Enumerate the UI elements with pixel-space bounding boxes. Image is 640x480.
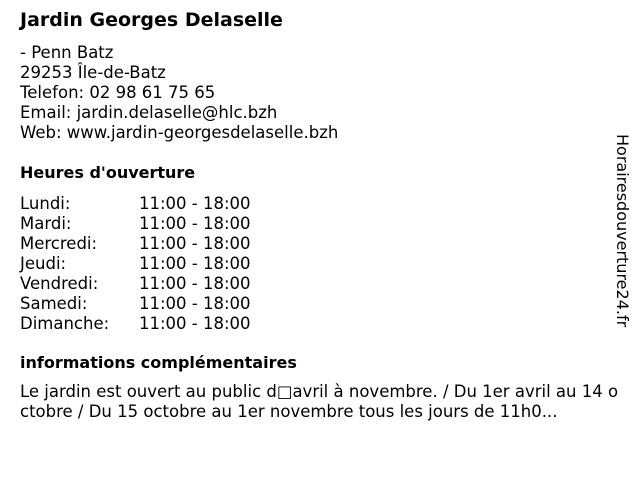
hours-day: Dimanche:	[20, 314, 110, 333]
hours-row	[20, 234, 280, 254]
info-text: Le jardin est ouvert au public d□avril à novembre. / Du 1er avril au 14 octobre / Du 15 octobre au 1er novembre tous les jours de 11h0...	[20, 382, 619, 421]
phone-line: Telefon: 02 98 61 75 65	[20, 83, 216, 102]
hours-time: 11:00 - 18:00	[139, 314, 251, 333]
hours-day: Mardi:	[20, 214, 72, 233]
street-line: - Penn Batz	[20, 43, 114, 62]
hours-heading: Heures d'ouverture	[20, 163, 196, 182]
site-watermark: Horairesdouverture24.fr	[613, 134, 632, 328]
hours-time: 11:00 - 18:00	[139, 294, 251, 313]
hours-day: Samedi:	[20, 294, 88, 313]
hours-row	[20, 314, 280, 334]
hours-row	[20, 214, 280, 234]
city-line: 29253 Île-de-Batz	[20, 63, 166, 82]
hours-time: 11:00 - 18:00	[139, 194, 251, 213]
hours-day: Jeudi:	[20, 254, 67, 273]
hours-row	[20, 194, 280, 214]
address-block	[20, 43, 338, 143]
info-heading: informations complémentaires	[20, 353, 297, 372]
hours-row	[20, 254, 280, 274]
hours-time: 11:00 - 18:00	[139, 234, 251, 253]
hours-row	[20, 274, 280, 294]
hours-time: 11:00 - 18:00	[139, 214, 251, 233]
hours-day: Vendredi:	[20, 274, 99, 293]
hours-day: Mercredi:	[20, 234, 98, 253]
page-title: Jardin Georges Delaselle	[20, 9, 283, 31]
web-line: Web: www.jardin-georgesdelaselle.bzh	[20, 123, 339, 142]
hours-time: 11:00 - 18:00	[139, 274, 251, 293]
hours-row	[20, 294, 280, 314]
opening-hours-table	[20, 194, 280, 334]
hours-day: Lundi:	[20, 194, 71, 213]
hours-time: 11:00 - 18:00	[139, 254, 251, 273]
email-line: Email: jardin.delaselle@hlc.bzh	[20, 103, 278, 122]
